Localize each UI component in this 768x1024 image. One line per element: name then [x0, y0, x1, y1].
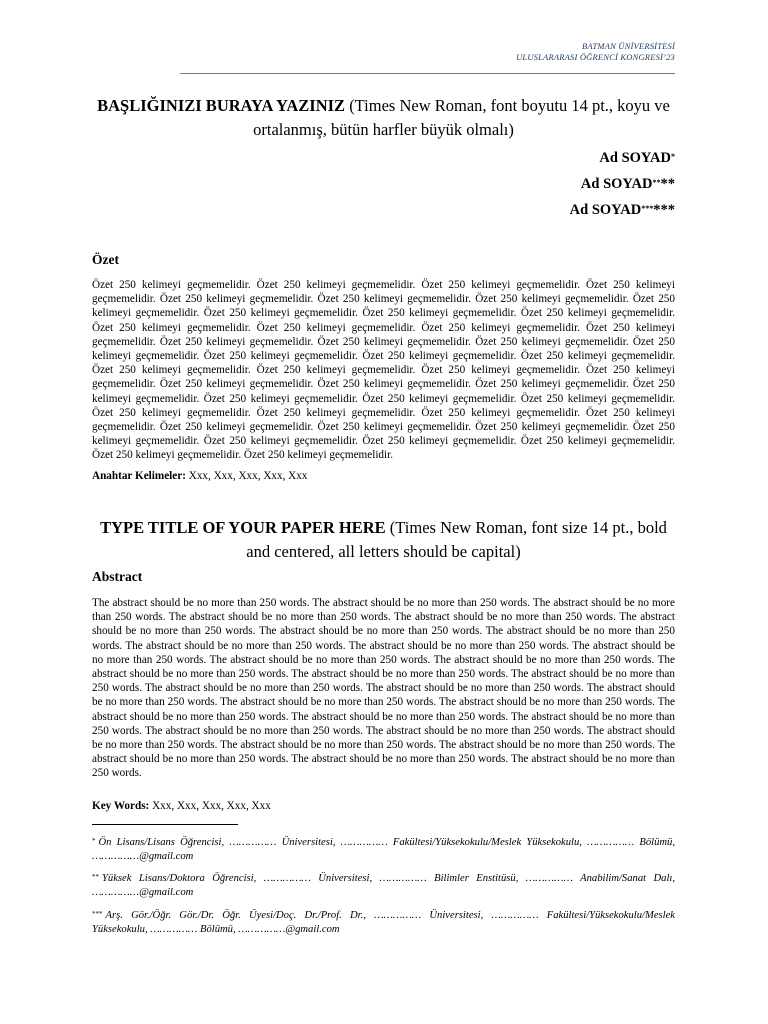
- author-list: [570, 145, 675, 223]
- author-name: Ad SOYAD: [580, 176, 653, 192]
- footnote-2: [92, 872, 675, 900]
- footnote-text: Arş. Gör./Öğr. Gör./Dr. Öğr. Üyesi/Doç. Dr./Prof. Dr., …………… Üniversitesi, …………… Fakültesi/Yüksekokulu/Meslek Yüksekokulu, …………… Bölümü, ……………@gmail.com: [92, 910, 675, 936]
- footnote-text: Yüksek Lisans/Doktora Öğrencisi, …………… Üniversitesi, …………… Bilimler Enstitüsü, …………… Anabilim/Sanat Dalı, ……………@gmail.com: [92, 873, 675, 899]
- ozet-text: Özet 250 kelimeyi geçmemelidir. Özet 250 kelimeyi geçmemelidir. Özet 250 kelimeyi geçmemelidir. Özet 250 kelimeyi geçmemelidir. Özet 250 kelimeyi geçmemelidir. Özet 250 kelimeyi geçmemelidir. Özet 250 kelimeyi geçmemelidir. Özet 250 kelimeyi geçmemelidir. Özet 250 kelimeyi geçmemelidir. Özet 250 kelimeyi geçmemelidir. Özet 250 kelimeyi geçmemelidir. Özet 250 kelimeyi geçmemelidir. Özet 250 kelimeyi geçmemelidir. Özet 250 kelimeyi geçmemelidir. Özet 250 kelimeyi geçmemelidir. Özet 250 kelimeyi geçmemelidir. Özet 250 kelimeyi geçmemelidir. Özet 250 kelimeyi geçmemelidir. Özet 250 kelimeyi geçmemelidir. Özet 250 kelimeyi geçmemelidir. Özet 250 kelimeyi geçmemelidir. Özet 250 kelimeyi geçmemelidir. Özet 250 kelimeyi geçmemelidir. Özet 250 kelimeyi geçmemelidir. Özet 250 kelimeyi geçmemelidir. Özet 250 kelimeyi geçmemelidir. Özet 250 kelimeyi geçmemelidir. Özet 250 kelimeyi geçmemelidir. Özet 250 kelimeyi geçmemelidir. Özet 250 kelimeyi geçmemelidir. Özet 250 kelimeyi geçmemelidir. Özet 250 kelimeyi geçmemelidir. Özet 250 kelimeyi geçmemelidir. Özet 250 kelimeyi geçmemelidir. Özet 250 kelimeyi geçmemelidir. Özet 250 kelimeyi geçmemelidir. Özet 250 kelimeyi geçmemelidir. Özet 250 kelimeyi geçmemelidir. Özet 250 kelimeyi geçmemelidir. Özet 250 kelimeyi geçmemelidir. Özet 250 kelimeyi geçmemelidir. Özet 250 kelimeyi geçmemelidir. Özet 250 kelimeyi geçmemelidir. Özet 250 kelimeyi geçmemelidir. Özet 250 kelimeyi geçmemelidir. Özet 250 kelimeyi geçmemelidir.: [92, 279, 675, 462]
- title-english-main: TYPE TITLE OF YOUR PAPER HERE: [100, 518, 386, 537]
- abstract-heading: Abstract: [92, 569, 143, 584]
- footnote-mark: *: [92, 837, 96, 845]
- abstract-keywords-label: Key Words:: [92, 800, 150, 812]
- author-3: [570, 197, 675, 223]
- title-turkish-main: BAŞLIĞINIZI BURAYA YAZINIZ: [97, 96, 346, 115]
- author-1: [570, 145, 675, 171]
- title-turkish-note: (Times New Roman, font boyutu 14 pt., koyu ve ortalanmış, bütün harfler büyük olmalı): [253, 96, 670, 139]
- footnote-1: [92, 836, 675, 864]
- author-name: Ad SOYAD: [569, 202, 642, 218]
- ozet-keywords: [92, 469, 675, 483]
- footnote-mark: ***: [92, 910, 103, 918]
- author-mark: *: [671, 152, 675, 161]
- ozet-heading: Özet: [92, 252, 119, 267]
- abstract-text: The abstract should be no more than 250 words. The abstract should be no more than 250 words. The abstract should be no more than 250 words. The abstract should be no more than 250 words. The abstract should be no more than 250 words. The abstract should be no more than 250 words. The abstract should be no more than 250 words. The abstract should be no more than 250 words. The abstract should be no more than 250 words. The abstract should be no more than 250 words. The abstract should be no more than 250 words. The abstract should be no more than 250 words. The abstract should be no more than 250 words. The abstract should be no more than 250 words. The abstract should be no more than 250 words. The abstract should be no more than 250 words. The abstract should be no more than 250 words. The abstract should be no more than 250 words. The abstract should be no more than 250 words. The abstract should be no more than 250 words. The abstract should be no more than 250 words. The abstract should be no more than 250 words. The abstract should be no more than 250 words. The abstract should be no more than 250 words. The abstract should be no more than 250 words. The abstract should be no more than 250 words. The abstract should be no more than 250 words. The abstract should be no more than 250 words. The abstract should be no more than 250 words. The abstract should be no more than 250 words. The abstract should be no more than 250 words. The abstract should be no more than 250 words.: [92, 597, 675, 780]
- author-2: [570, 171, 675, 197]
- header-university: BATMAN ÜNİVERSİTESİ: [582, 41, 675, 51]
- header-congress: ULUSLARARASI ÖĞRENCİ KONGRESİ’23: [516, 52, 675, 62]
- abstract-keywords-values: Xxx, Xxx, Xxx, Xxx, Xxx: [149, 800, 271, 812]
- title-english-note: (Times New Roman, font size 14 pt., bold and centered, all letters should be capital): [246, 518, 667, 561]
- author-mark: ***: [641, 204, 654, 213]
- ozet-keywords-label: Anahtar Kelimeler:: [92, 470, 186, 482]
- ozet-keywords-values: Xxx, Xxx, Xxx, Xxx, Xxx: [185, 470, 308, 482]
- title-english: [92, 516, 675, 564]
- footnote-3: [92, 909, 675, 937]
- title-turkish: [92, 94, 675, 142]
- author-name: Ad SOYAD: [599, 150, 671, 166]
- header-rule: [180, 73, 675, 74]
- author-mark: **: [652, 178, 661, 187]
- footnote-separator: [92, 824, 238, 825]
- author-suffix: ***: [653, 202, 675, 218]
- author-suffix: **: [660, 176, 675, 192]
- footnote-text: Ön Lisans/Lisans Öğrencisi, …………… Üniversitesi, …………… Fakültesi/Yüksekokulu/Meslek Yüksekokulu, …………… Bölümü, ……………@gmail.com: [92, 837, 675, 863]
- page-header: [516, 41, 675, 63]
- abstract-keywords: [92, 799, 675, 813]
- footnote-mark: **: [92, 873, 99, 881]
